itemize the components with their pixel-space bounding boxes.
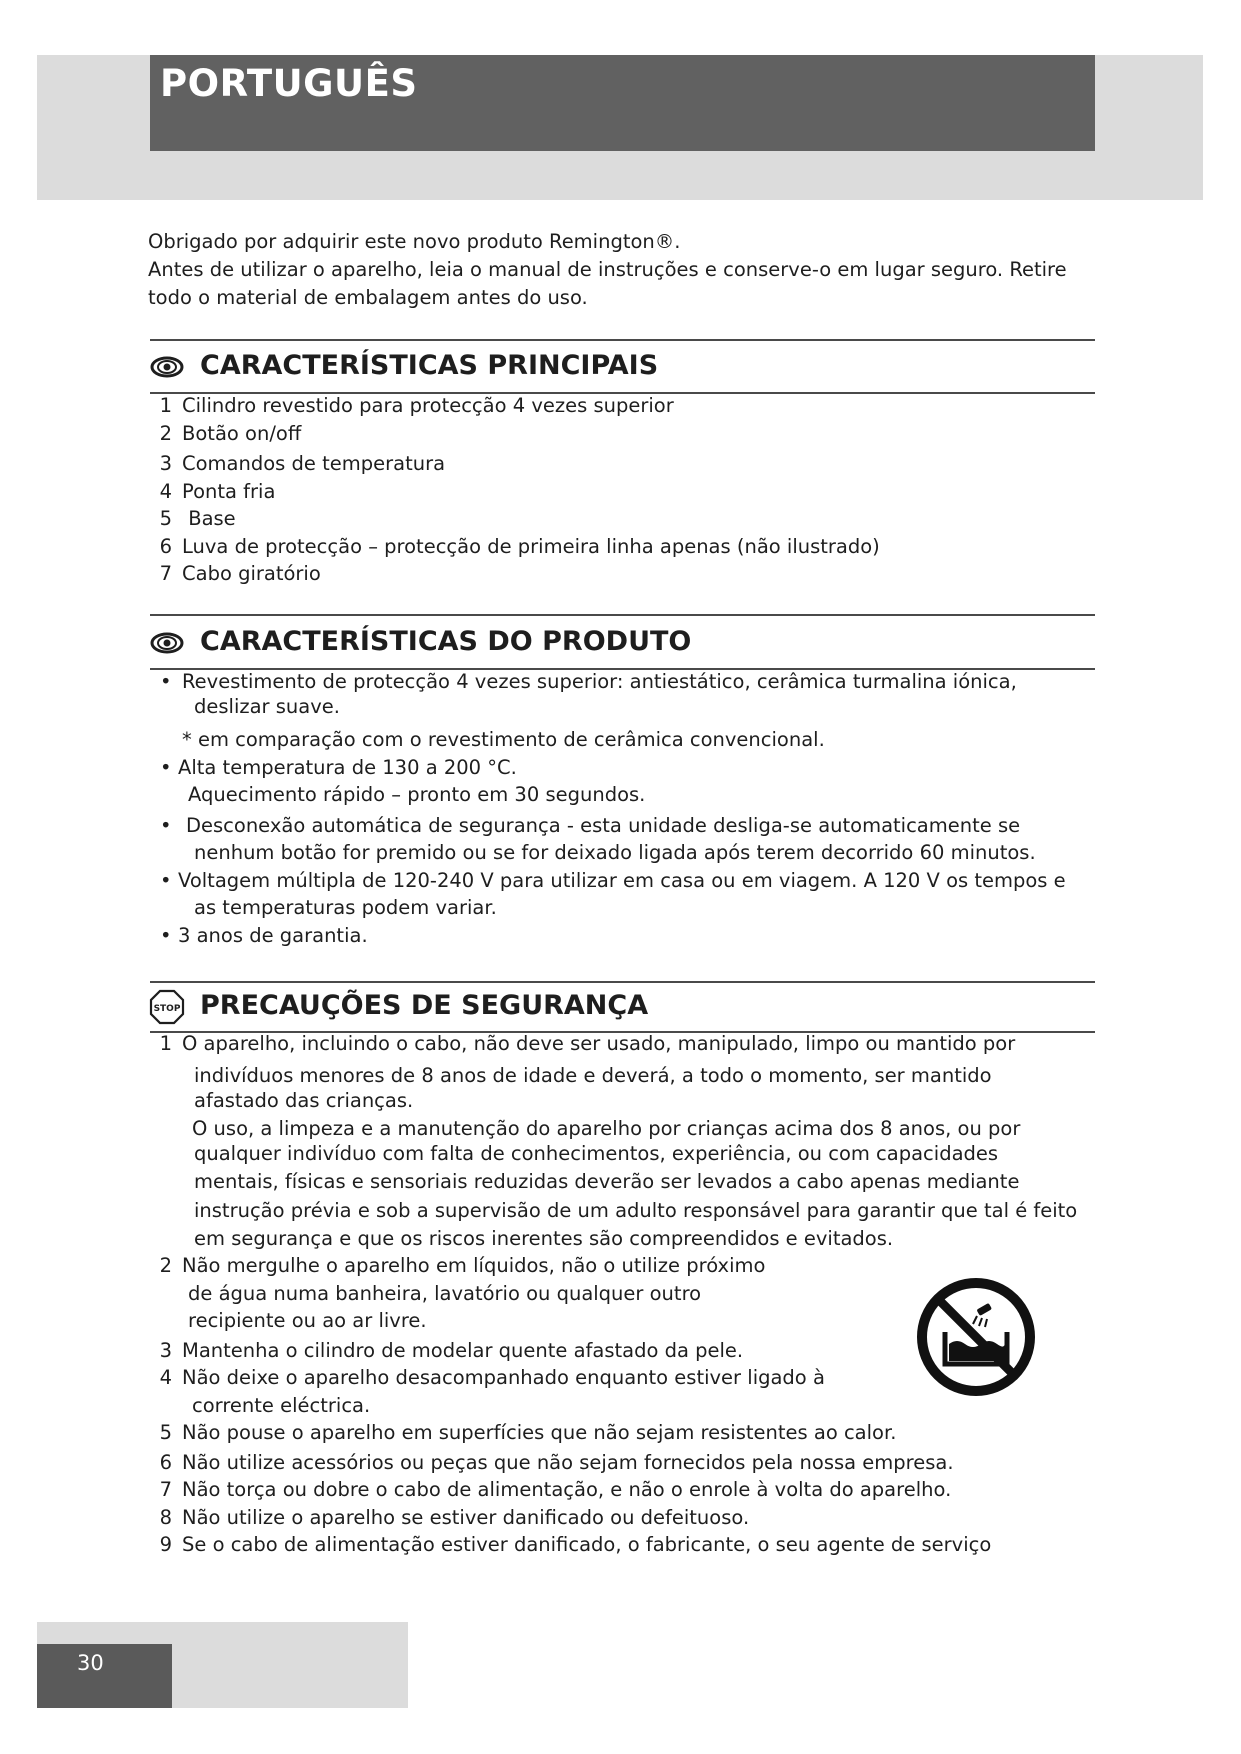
list-item-continuation: afastado das crianças. [194, 1089, 414, 1112]
no-water-warning-icon [915, 1276, 1037, 1398]
list-item: 7 Não torça ou dobre o cabo de alimentação, e não o enrole à volta do aparelho. [159, 1478, 952, 1501]
list-item: • Revestimento de protecção 4 vezes superior: antiestático, cerâmica turmalina iónica, [160, 670, 1017, 693]
section-rule-top [150, 339, 1095, 341]
list-item-continuation: deslizar suave. [194, 694, 340, 718]
list-item-continuation: O uso, a limpeza e a manutenção do aparelho por crianças acima dos 8 anos, ou por [192, 1116, 1021, 1140]
stop-icon [149, 989, 185, 1025]
eye-icon [149, 353, 185, 381]
list-item-continuation: em segurança e que os riscos inerentes são compreendidos e evitados. [194, 1226, 894, 1250]
footnote: * em comparação com o revestimento de cerâmica convencional. [182, 728, 825, 751]
intro-line: todo o material de embalagem antes do uso. [148, 286, 588, 309]
intro-line: Obrigado por adquirir este novo produto Remington®. [148, 230, 681, 253]
list-item: 6 Luva de protecção – protecção de primeira linha apenas (não ilustrado) [159, 534, 880, 558]
list-item: • Desconexão automática de segurança - esta unidade desliga-se automaticamente se [160, 813, 1021, 837]
product-features-list [160, 668, 1066, 947]
section-rule-top [150, 981, 1095, 983]
list-item: • Voltagem múltipla de 120-240 V para utilizar em casa ou em viagem. A 120 V os tempos e [160, 868, 1066, 892]
list-item: 6 Não utilize acessórios ou peças que não sejam fornecidos pela nossa empresa. [159, 1450, 954, 1474]
list-item: 5 Não pouse o aparelho em superfícies que não sejam resistentes ao calor. [159, 1421, 897, 1444]
list-item-continuation: de água numa banheira, lavatório ou qualquer outro [188, 1281, 702, 1305]
stop-icon-label: STOP [153, 1004, 181, 1014]
list-item: 8 Não utilize o aparelho se estiver danificado ou defeituoso. [159, 1505, 750, 1529]
features-list [150, 392, 880, 585]
list-item-continuation: mentais, físicas e sensoriais reduzidas deverão ser levados a cabo apenas mediante [194, 1169, 1020, 1193]
list-item: 4 Não deixe o aparelho desacompanhado enquanto estiver ligado à [159, 1366, 825, 1389]
list-item-continuation: qualquer indivíduo com falta de conhecimentos, experiência, ou com capacidades [194, 1142, 999, 1165]
list-item: 1 Cilindro revestido para protecção 4 vezes superior [159, 394, 674, 417]
list-item: 4 Ponta fria [159, 479, 276, 503]
footer-tab-dark [37, 1644, 172, 1708]
section-title-produto: CARACTERÍSTICAS DO PRODUTO [200, 626, 692, 657]
list-item-continuation: recipiente ou ao ar livre. [188, 1309, 427, 1332]
intro-text [148, 228, 1067, 312]
list-item-continuation: corrente eléctrica. [192, 1393, 371, 1417]
list-item: • 3 anos de garantia. [160, 923, 368, 947]
section-rule-top [150, 614, 1095, 616]
list-item-continuation: indivíduos menores de 8 anos de idade e deverá, a todo o momento, ser mantido [194, 1063, 992, 1087]
intro-line: Antes de utilizar o aparelho, leia o manual de instruções e conserve-o em lugar seguro. Retire [148, 258, 1067, 281]
list-item-continuation: instrução prévia e sob a supervisão de um adulto responsável para garantir que tal é feito [194, 1199, 1078, 1222]
list-item: 3 Comandos de temperatura [159, 452, 446, 475]
list-item-continuation: nenhum botão for premido ou se for deixado ligada após terem decorrido 60 minutos. [194, 841, 1036, 864]
section-title-principais: CARACTERÍSTICAS PRINCIPAIS [200, 350, 659, 381]
list-item: 2 Botão on/off [159, 421, 302, 445]
list-item-continuation: as temperaturas podem variar. [194, 896, 497, 919]
list-item-continuation: Aquecimento rápido – pronto em 30 segundos. [188, 783, 646, 806]
list-item: 3 Mantenha o cilindro de modelar quente afastado da pele. [159, 1338, 744, 1362]
page-number: 30 [77, 1651, 104, 1675]
list-item: 7 Cabo giratório [159, 562, 321, 585]
section-title-seguranca: PRECAUÇÕES DE SEGURANÇA [200, 990, 649, 1021]
list-item: 2 Não mergulhe o aparelho em líquidos, não o utilize próximo [159, 1254, 766, 1277]
eye-icon [149, 629, 185, 657]
list-item: 9 Se o cabo de alimentação estiver danificado, o fabricante, o seu agente de serviço [159, 1533, 992, 1556]
list-item: 1 O aparelho, incluindo o cabo, não deve ser usado, manipulado, limpo ou mantido por [159, 1032, 1016, 1055]
page-title: PORTUGUÊS [160, 62, 418, 105]
list-item: • Alta temperatura de 130 a 200 °C. [160, 755, 517, 779]
list-item: 5 Base [159, 507, 236, 530]
